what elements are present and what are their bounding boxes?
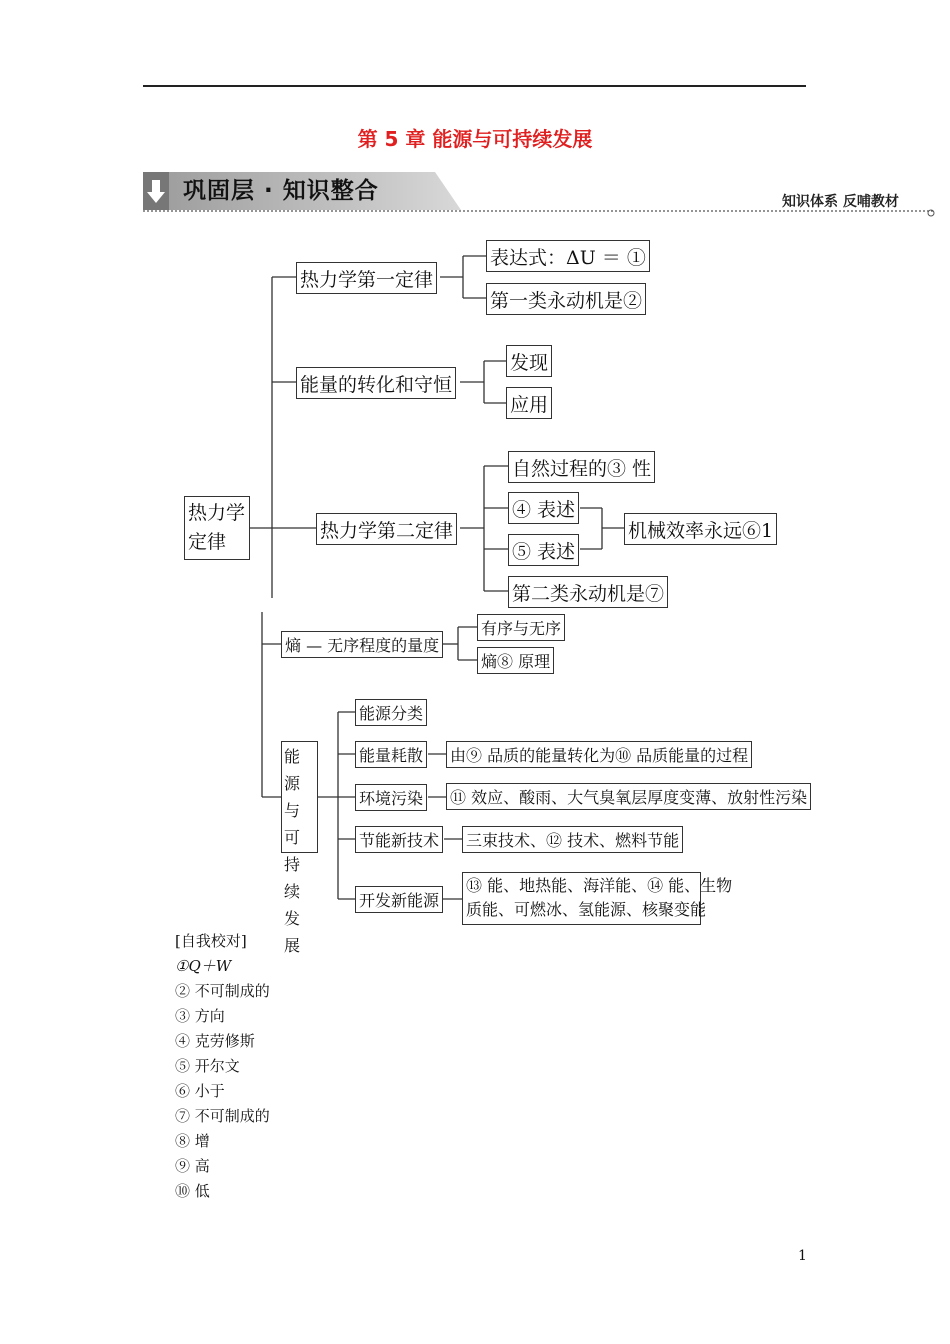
node-statement-4: ④ 表述 — [508, 492, 579, 524]
node-energy-saving: 节能新技术 — [355, 826, 443, 853]
node-energy-conservation: 能量的转化和守恒 — [296, 367, 456, 399]
node-energy-sustainability: 能源 与可 持续 发展 — [281, 741, 318, 853]
page-number: 1 — [798, 1248, 807, 1264]
answer-5: ⑤ 开尔文 — [175, 1057, 240, 1075]
root-node — [184, 496, 250, 560]
node-pollution: 环境污染 — [355, 784, 427, 811]
node-dissipation-detail: 由⑨ 品质的能量转化为⑩ 品质能量的过程 — [446, 741, 752, 768]
node-expression: 表达式：ΔU ＝ ① — [486, 240, 650, 272]
node-natural-process: 自然过程的③ 性 — [508, 451, 655, 483]
node-new-energy-detail: ⑬ 能、地热能、海洋能、⑭ 能、生物 质能、可燃冰、氢能源、核聚变能 — [462, 872, 701, 925]
answer-1: ①Q＋W — [175, 957, 232, 975]
node-new-energy: 开发新能源 — [355, 886, 443, 913]
answer-6: ⑥ 小于 — [175, 1082, 225, 1100]
node-efficiency: 机械效率永远⑥1 — [624, 513, 777, 545]
node-energy-saving-detail: 三束技术、⑫ 技术、燃料节能 — [462, 826, 683, 853]
node-energy-classification: 能源分类 — [355, 699, 427, 726]
chapter-title: 第 5 章 能源与可持续发展 — [357, 127, 593, 151]
node-energy-dissipation: 能量耗散 — [355, 741, 427, 768]
node-second-law: 热力学第二定律 — [316, 513, 457, 545]
node-perpetual-motion-2: 第二类永动机是⑦ — [508, 576, 668, 608]
root-label: 热力学定律 — [188, 502, 246, 553]
node-first-law: 热力学第一定律 — [296, 262, 437, 294]
answer-2: ② 不可制成的 — [175, 982, 270, 1000]
answer-9: ⑨ 高 — [175, 1157, 210, 1175]
node-order-disorder: 有序与无序 — [477, 614, 565, 641]
answer-4: ④ 克劳修斯 — [175, 1032, 255, 1050]
banner-title: 巩固层 · 知识整合 — [183, 178, 379, 204]
node-entropy: 熵 — 无序程度的量度 — [281, 631, 443, 658]
answer-8: ⑧ 增 — [175, 1132, 210, 1150]
node-statement-5: ⑤ 表述 — [508, 534, 579, 566]
node-discovery: 发现 — [506, 345, 552, 377]
node-application: 应用 — [506, 387, 552, 419]
node-entropy-principle: 熵⑧ 原理 — [477, 647, 554, 674]
answer-3: ③ 方向 — [175, 1007, 225, 1025]
node-perpetual-motion-1: 第一类永动机是② — [486, 283, 646, 315]
self-check — [175, 929, 270, 1204]
banner-subtitle: 知识体系 反哺教材 — [782, 194, 899, 210]
self-check-heading: [自我校对] — [175, 932, 247, 950]
answer-7: ⑦ 不可制成的 — [175, 1107, 270, 1125]
answer-10: ⑩ 低 — [175, 1182, 210, 1200]
node-pollution-detail: ⑪ 效应、酸雨、大气臭氧层厚度变薄、放射性污染 — [446, 783, 811, 810]
